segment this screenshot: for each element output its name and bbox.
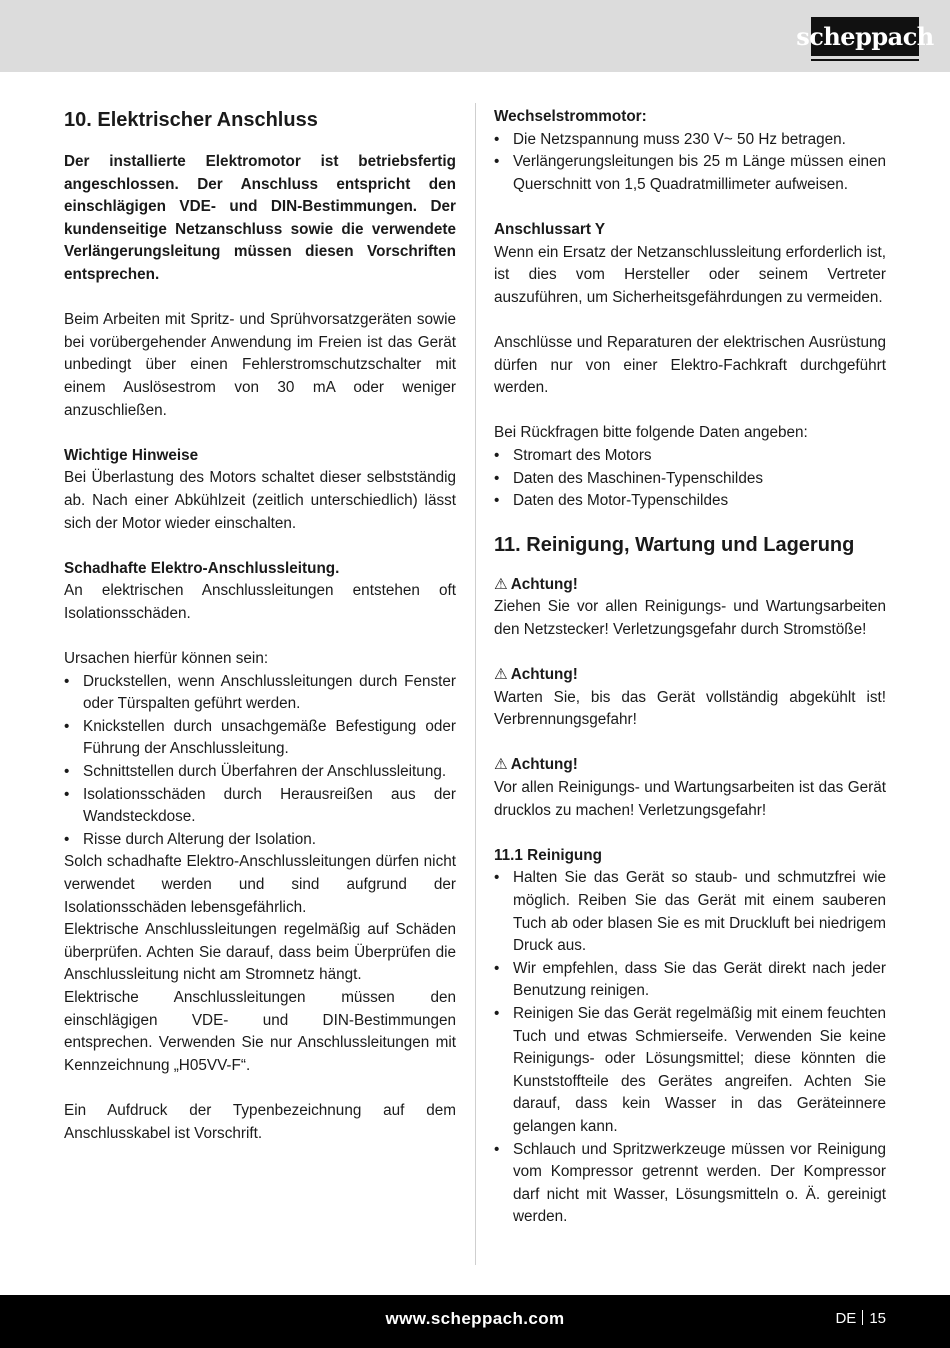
brand-logo: [796, 17, 934, 56]
warning-icon: ⚠: [494, 756, 508, 774]
section-11-heading: 11. Reinigung, Wartung und Lagerung: [494, 533, 855, 556]
warning-text: Vor allen Reinigungs- und Wartungsarbeiten ist das Gerät drucklos zu machen! Verletzungsgefahr!: [494, 779, 886, 819]
footer-bar: [0, 1295, 950, 1348]
queries-intro: Bei Rückfragen bitte folgende Daten angeben:: [494, 424, 808, 442]
damaged-cable-text: An elektrischen Anschlussleitungen entstehen oft Isolationsschäden.: [64, 582, 456, 622]
logo-underline: [811, 59, 919, 61]
repairs-paragraph: Anschlüsse und Reparaturen der elektrischen Ausrüstung dürfen nur von einer Elektro-Fachkraft durchgeführt werden.: [494, 333, 886, 397]
list-item: • Verlängerungsleitungen bis 25 m Länge müssen einen Querschnitt von 1,5 Quadratmillimeter aufweisen.: [494, 151, 886, 196]
connection-type-title: Anschlussart Y: [494, 220, 606, 238]
warning-label: Achtung!: [510, 575, 578, 593]
list-item: • Risse durch Alterung der Isolation.: [64, 829, 456, 852]
page-separator: [862, 1310, 863, 1325]
language-code: DE: [835, 1310, 857, 1327]
section-10-heading: 10. Elektrischer Anschluss: [64, 109, 318, 131]
list-item: • Wir empfehlen, dass Sie das Gerät direkt nach jeder Benutzung reinigen.: [494, 958, 886, 1003]
check-paragraph: Elektrische Anschlussleitungen regelmäßig auf Schäden überprüfen. Achten Sie darauf, dass beim Überprüfen die Anschlussleitung nicht am Stromnetz hängt.: [64, 921, 456, 984]
warning-title: [494, 754, 886, 777]
intro-paragraph: Der installierte Elektromotor ist betriebsfertig angeschlossen. Der Anschluss entspricht den einschlägigen VDE- und DIN-Bestimmungen. Der kundenseitige Netzanschluss sowie die verwendete Verlängerungsleitung müssen diesen Vorschriften entsprechen.: [64, 153, 456, 283]
left-column: [64, 106, 456, 1145]
list-item: • Daten des Maschinen-Typenschildes: [494, 468, 886, 491]
warning-icon: ⚠: [494, 666, 508, 684]
list-item: • Schlauch und Spritzwerkzeuge müssen vor Reinigung vom Kompressor getrennt werden. Der Kompressor darf nicht mit Wasser, Lösungsmitteln o. Ä. gereinigt werden.: [494, 1139, 886, 1229]
warning-title: [494, 664, 886, 687]
cleaning-list: [494, 867, 886, 1229]
list-item: • Stromart des Motors: [494, 445, 886, 468]
queries-list: [494, 445, 886, 513]
damaged-cable-title: Schadhafte Elektro-Anschlussleitung.: [64, 559, 340, 577]
causes-list: [64, 671, 456, 852]
ac-motor-list: [494, 129, 886, 197]
list-item: • Isolationsschäden durch Herausreißen aus der Wandsteckdose.: [64, 784, 456, 829]
list-item: • Halten Sie das Gerät so staub- und schmutzfrei wie möglich. Reiben Sie das Gerät mit einem sauberen Tuch ab oder blasen Sie es mit Druckluft bei niedrigem Druck aus.: [494, 867, 886, 957]
list-item: • Druckstellen, wenn Anschlussleitungen durch Fenster oder Türspalten geführt werden.: [64, 671, 456, 716]
regulations-paragraph: Elektrische Anschlussleitungen müssen den einschlägigen VDE- und DIN-Bestimmungen entsprechen. Verwenden Sie nur Anschlussleitungen mit Kennzeichnung „H05VV-F“.: [64, 988, 456, 1074]
connection-type-text: Wenn ein Ersatz der Netzanschlussleitung erforderlich ist, ist dies vom Hersteller oder seinem Vertreter auszuführen, um Sicherheitsgefährdungen zu vermeiden.: [494, 243, 886, 306]
brand-name: scheppach: [796, 22, 934, 51]
list-item: • Daten des Motor-Typenschildes: [494, 490, 886, 513]
warning-label: Achtung!: [510, 666, 578, 684]
warning-text: Ziehen Sie vor allen Reinigungs- und Wartungsarbeiten den Netzstecker! Verletzungsgefahr durch Stromstöße!: [494, 598, 886, 638]
list-item: • Die Netzspannung muss 230 V~ 50 Hz betragen.: [494, 129, 886, 152]
ac-motor-title: Wechselstrommotor:: [494, 108, 647, 125]
warning-icon: ⚠: [494, 575, 508, 593]
causes-intro: Ursachen hierfür können sein:: [64, 650, 269, 668]
hints-title: Wichtige Hinweise: [64, 446, 199, 464]
cleaning-title: 11.1 Reinigung: [494, 846, 602, 864]
page-indicator: [835, 1310, 886, 1327]
list-item: • Schnittstellen durch Überfahren der Anschlussleitung.: [64, 761, 456, 784]
right-column: [494, 106, 886, 1229]
imprint-paragraph: Ein Aufdruck der Typenbezeichnung auf dem Anschlusskabel ist Vorschrift.: [64, 1101, 456, 1142]
dangerous-paragraph: Solch schadhafte Elektro-Anschlussleitungen dürfen nicht verwendet werden und sind aufgrund der Isolationsschäden lebensgefährlich.: [64, 853, 456, 916]
warning-text: Warten Sie, bis das Gerät vollständig abgekühlt ist! Verbrennungsgefahr!: [494, 688, 886, 729]
page-number: 15: [869, 1310, 886, 1327]
warning-title: [494, 574, 886, 597]
warning-label: Achtung!: [510, 756, 578, 774]
list-item: • Knickstellen durch unsachgemäße Befestigung oder Führung der Anschlussleitung.: [64, 716, 456, 761]
column-divider: [475, 103, 476, 1265]
website-link[interactable]: www.scheppach.com: [385, 1309, 565, 1328]
list-item: • Reinigen Sie das Gerät regelmäßig mit einem feuchten Tuch und etwas Schmierseife. Verwenden Sie keine Reinigungs- oder Lösungsmittel; diese könnten die Kunststoffteile des Gerätes angreifen. Achten Sie darauf, dass kein Wasser in das Geräteinnere gelangen kann.: [494, 1003, 886, 1139]
spray-paragraph: Beim Arbeiten mit Spritz- und Sprühvorsatzgeräten sowie bei vorübergehender Anwendung im Freien ist das Gerät unbedingt über einen Fehlerstromschutzschalter mit einem Auslösestrom von 30 mA oder weniger anzuschließen.: [64, 311, 456, 419]
hints-text: Bei Überlastung des Motors schaltet dieser selbstständig ab. Nach einer Abkühlzeit (zeitlich unterschiedlich) lässt sich der Motor wieder einschalten.: [64, 469, 456, 532]
